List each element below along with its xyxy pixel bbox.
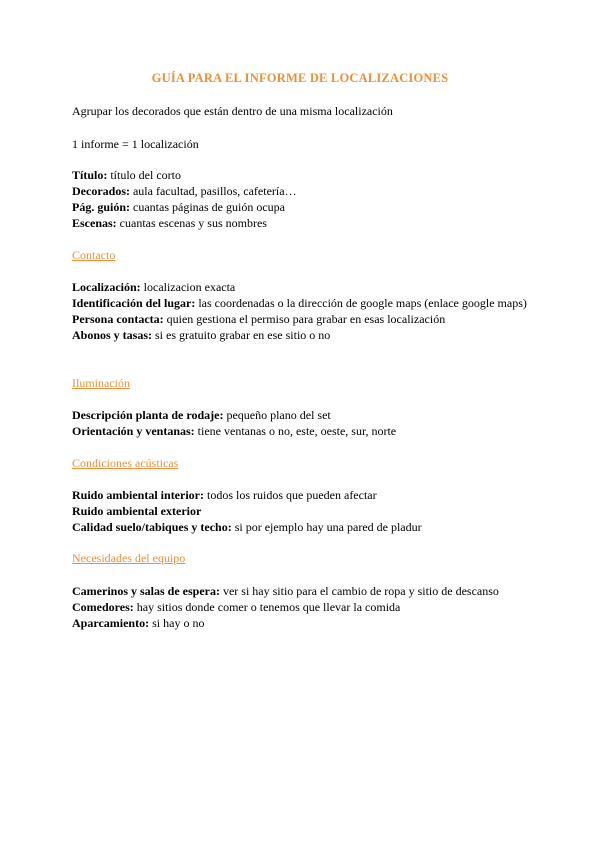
field-label: Persona contacta: <box>72 312 164 326</box>
field-value: localizacion exacta <box>140 280 236 294</box>
field-calidad-suelo <box>72 519 532 535</box>
section-necesidades-items <box>72 583 532 631</box>
field-comedores <box>72 599 532 615</box>
section-heading-acusticas: Condiciones acústicas <box>72 456 179 470</box>
field-ruido-interior <box>72 487 532 503</box>
field-escenas <box>72 215 532 231</box>
intro-text: Agrupar los decorados que están dentro de una misma localización <box>72 104 393 118</box>
field-value: todos los ruidos que pueden afectar <box>204 488 377 502</box>
rule-text: 1 informe = 1 localización <box>72 137 199 151</box>
section-heading-iluminacion: Iluminación <box>72 376 130 390</box>
field-value: quien gestiona el permiso para grabar en esas localización <box>163 312 446 326</box>
document-title: GUÍA PARA EL INFORME DE LOCALIZACIONES <box>151 71 449 85</box>
field-label: Calidad suelo/tabiques y techo: <box>72 520 232 534</box>
field-label: Abonos y tasas: <box>72 328 153 342</box>
field-descripcion-planta <box>72 407 532 423</box>
field-identificacion <box>72 295 532 311</box>
field-value: si es gratuito grabar en ese sitio o no <box>152 328 331 342</box>
field-value: ver si hay sitio para el cambio de ropa y sitio de descanso <box>219 584 499 598</box>
field-label: Comedores: <box>72 600 134 614</box>
field-value: tiene ventanas o no, este, oeste, sur, norte <box>194 424 397 438</box>
field-label: Decorados: <box>72 184 130 198</box>
field-value: si hay o no <box>149 616 205 630</box>
field-value: pequeño plano del set <box>223 408 331 422</box>
field-label: Ruido ambiental exterior <box>72 504 202 518</box>
intro-paragraph <box>72 103 532 119</box>
field-value: cuantas páginas de guión ocupa <box>130 200 285 214</box>
field-ruido-exterior <box>72 503 532 519</box>
field-titulo <box>72 167 532 183</box>
section-heading-necesidades: Necesidades del equipo <box>72 551 186 565</box>
field-label: Localización: <box>72 280 141 294</box>
field-abonos-tasas <box>72 327 532 343</box>
field-value: si por ejemplo hay una pared de pladur <box>231 520 422 534</box>
field-value: cuantas escenas y sus nombres <box>116 216 267 230</box>
general-fields <box>72 167 532 231</box>
field-value: título del corto <box>107 168 181 182</box>
field-value: las coordenadas o la dirección de google maps (enlace google maps) <box>195 296 527 310</box>
field-label: Identificación del lugar: <box>72 296 196 310</box>
section-acusticas-items <box>72 487 532 535</box>
field-pag-guion <box>72 199 532 215</box>
rule-paragraph <box>72 136 532 152</box>
field-label: Ruido ambiental interior: <box>72 488 204 502</box>
field-value: hay sitios donde comer o tenemos que llevar la comida <box>133 600 401 614</box>
field-decorados <box>72 183 532 199</box>
field-label: Camerinos y salas de espera: <box>72 584 220 598</box>
field-label: Orientación y ventanas: <box>72 424 195 438</box>
section-heading-contacto: Contacto <box>72 248 116 262</box>
field-camerinos <box>72 583 532 599</box>
section-iluminacion-items <box>72 407 532 439</box>
field-label: Título: <box>72 168 108 182</box>
field-orientacion <box>72 423 532 439</box>
field-label: Descripción planta de rodaje: <box>72 408 224 422</box>
field-label: Aparcamiento: <box>72 616 150 630</box>
field-label: Escenas: <box>72 216 117 230</box>
field-value: aula facultad, pasillos, cafetería… <box>129 184 297 198</box>
field-label: Pág. guión: <box>72 200 131 214</box>
field-localizacion <box>72 279 532 295</box>
section-contacto-items <box>72 279 532 343</box>
field-persona-contacta <box>72 311 532 327</box>
field-aparcamiento <box>72 615 532 631</box>
